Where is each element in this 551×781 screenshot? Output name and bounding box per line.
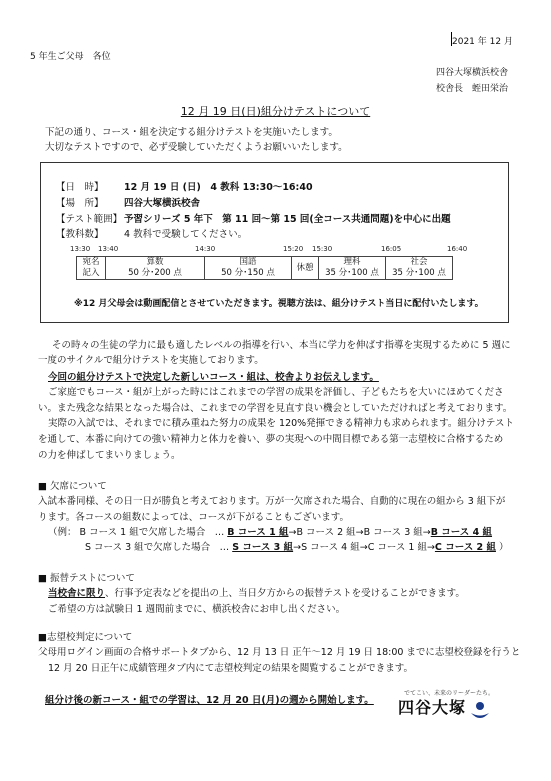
example-1-end: B コース 4 組 — [430, 527, 493, 538]
absence-example-1 — [48, 527, 492, 539]
example-1-case: B コース 1 組で欠席した場合 … — [79, 527, 225, 538]
schedule-cell-japanese: 国語 50 分･150 点 — [205, 257, 292, 280]
place-row — [56, 198, 200, 210]
example-2-case: S コース 3 組で欠席した場合 … — [85, 542, 230, 553]
time-tick: 15:30 — [312, 245, 333, 253]
logo-tagline: でてこい、未来のリーダーたち。 — [404, 690, 495, 697]
judgement-line2: 12 月 20 日正午に成績管理タブ内にて志望校判定の結果を閲覧することができます。 — [48, 663, 413, 674]
schedule-cell-name: 宛名 記入 — [77, 257, 106, 280]
body-p1-emphasis: 今回の組分けテストで決定した新しいコース・組は、校舎よりお伝えします。 — [48, 372, 379, 383]
makeup-condition: 当校舎に限り — [48, 588, 106, 599]
body-p1-line2: 一度のサイクルで組分けテストを実施しております。 — [38, 355, 264, 366]
brand-logo — [398, 690, 494, 721]
body-p3-line2: を通して、本番に向けての強い精神力と体力を養い、夢の実現への中間目標である第一志望校に合格するため — [38, 434, 504, 445]
time-tick: 16:05 — [381, 245, 402, 253]
addressee: 5 年生ご父母 各位 — [30, 52, 111, 62]
intro-line-2: 大切なテストですので、必ず受験していただくようお願いいたします。 — [45, 142, 348, 153]
example-2-close: ） — [498, 542, 509, 553]
time-tick: 13:40 — [98, 245, 119, 253]
body-p2-line2: い。また残念な結果となった場合は、これまでの学習を見直す良い機会としていただければと考えております。 — [38, 403, 513, 414]
page-title-text: 12 月 19 日(日)組分けテストについて — [180, 105, 371, 118]
judgement-heading: ■志望校判定について — [38, 632, 133, 643]
range-value: 予習シリーズ 5 年下 第 11 回～第 15 回(全コース共通問題)を中心に出題 — [124, 214, 451, 225]
body-p1-line1: その時々の生徒の学力に最も適したレベルの指導を行い、本当に学力を伸ばす指導を実現するために 5 週に — [52, 340, 511, 351]
school-name: 四谷大塚横浜校舎 — [435, 68, 508, 78]
body-p3-line1: 実際の入試では、それまでに積み重ねた努力の成果を 120%発揮できる精神力も求められます。組分けテスト — [48, 418, 515, 429]
subjects-label: 【教科数】 — [56, 229, 104, 240]
footer-note: 組分け後の新コース・組での学習は、12 月 20 日(月)の週から開始します。 — [45, 695, 374, 706]
makeup-line2: ご希望の方は試験日 1 週間前までに、横浜校舎にお申し出ください。 — [48, 604, 346, 615]
time-tick: 16:40 — [447, 245, 468, 253]
principal-name: 校舎長 蛭田栄治 — [435, 84, 508, 94]
makeup-line1 — [48, 588, 465, 600]
range-label: 【テスト範囲】 — [56, 214, 123, 225]
page-title — [0, 105, 551, 119]
time-tick: 15:20 — [283, 245, 304, 253]
place-label: 【場 所】 — [56, 198, 104, 209]
schedule-cell-science: 理科 35 分･100 点 — [319, 257, 386, 280]
schedule-cell-math: 算数 50 分･200 点 — [106, 257, 205, 280]
judgement-line1: 父母用ログイン画面の合格サポートタブから、12 月 13 日 正午～12 月 19 日 18:00 までに志望校登録を行うと — [38, 647, 521, 658]
issue-date: 2021 年 12 月 — [452, 37, 513, 47]
logo-mark-icon — [469, 699, 491, 721]
place-value: 四谷大塚横浜校舎 — [124, 198, 201, 209]
date-label: 【日 時】 — [56, 182, 104, 193]
example-2-start: S コース 3 組 — [232, 542, 294, 553]
date-value: 12 月 19 日 (日) 4 教科 13:30～16:40 — [124, 182, 313, 193]
body-p2-line1: ご家庭でもコース・組が上がった時にはこれまでの学習の成果を評価し、子どもたちを大いにほめてくださ — [48, 387, 504, 398]
example-label: （例： — [48, 527, 77, 538]
body-p3-line3: の力を伸ばしてまいりましょう。 — [38, 450, 181, 461]
parents-meeting-note: ※12 月父母会は動画配信とさせていただきます。視聴方法は、組分けテスト当日に配付いたします。 — [74, 299, 484, 309]
logo-name: 四谷大塚 — [398, 697, 467, 717]
absence-example-2 — [85, 542, 509, 554]
time-tick: 14:30 — [195, 245, 216, 253]
intro-line-1: 下記の通り、コース・組を決定する組分けテストを実施いたします。 — [45, 127, 338, 138]
absence-line2: ります。各コースの組数によっては、コースが下がることもございます。 — [38, 512, 350, 523]
time-tick: 13:30 — [70, 245, 91, 253]
schedule-table — [76, 256, 453, 280]
makeup-heading: ■ 振替テストについて — [38, 573, 135, 584]
subjects-value: 4 教科で受験してください。 — [124, 229, 248, 240]
test-details-box — [40, 162, 509, 323]
range-row — [56, 214, 451, 226]
example-2-end: C コース 2 組 — [434, 542, 496, 553]
example-2-mid: →S コース 4 組→C コース 1 組→ — [293, 542, 435, 553]
schedule-cell-social: 社会 35 分･100 点 — [386, 257, 453, 280]
example-1-start: B コース 1 組 — [227, 527, 289, 538]
makeup-text: 、行事予定表などを提出の上、当日夕方からの振替テストを受けることができます。 — [105, 588, 465, 599]
example-1-mid: →B コース 2 組→B コース 3 組→ — [288, 527, 431, 538]
subjects-row — [56, 229, 247, 241]
date-row — [56, 182, 313, 194]
schedule-cell-break: 休憩 — [292, 257, 319, 280]
absence-line1: 入試本番同様、その日一日が勝負と考えております。万が一欠席された場合、自動的に現在の組から 3 組下が — [38, 496, 506, 507]
absence-heading: ■ 欠席について — [38, 481, 107, 492]
